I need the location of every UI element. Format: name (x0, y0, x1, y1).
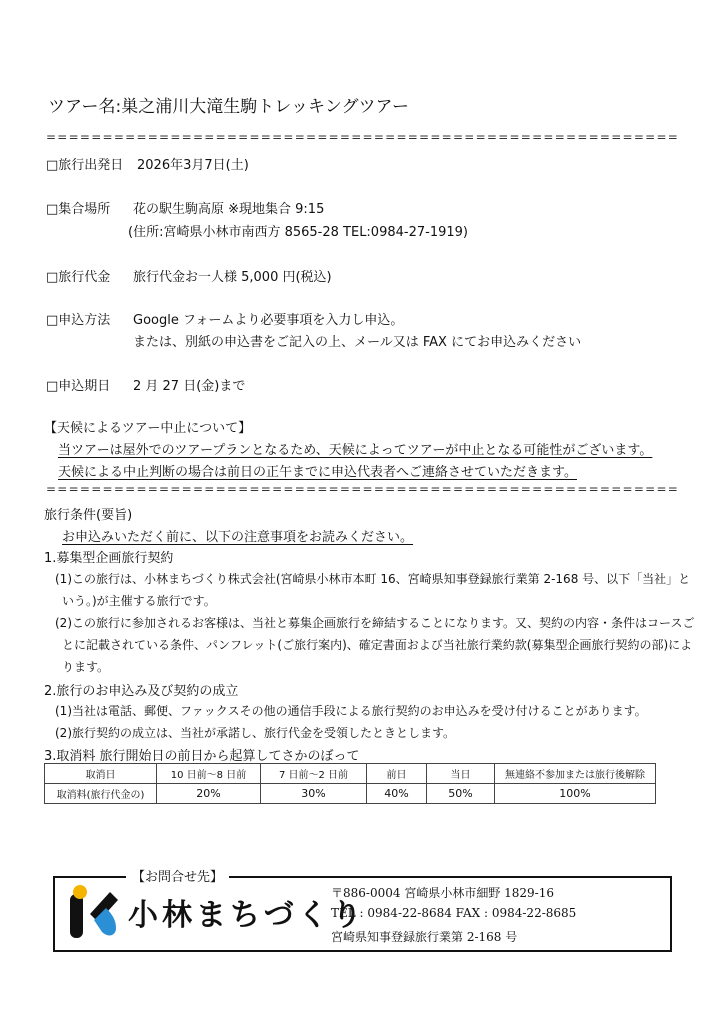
deadline-label: □申込期日 (46, 379, 111, 394)
price-value: 旅行代金お一人様 5,000 円(税込) (133, 270, 332, 285)
conditions-intro: お申込みいただく前に、以下の注意事項をお読みください。 (62, 530, 414, 545)
departure-date: 2026年3月7日(土) (137, 158, 249, 173)
departure-label: □旅行出発日 (46, 158, 124, 173)
section-1-para-1: (1)この旅行は、小林まちづくり株式会社(宮崎県小林市本町 16、宮崎県知事登録旅行業第 2-168 号、以下「当社」と (55, 572, 691, 586)
weather-heading: 【天候によるツアー中止について】 (44, 421, 252, 436)
fee-header-cell: 取消日 (45, 764, 157, 784)
fee-value-cell: 40% (367, 784, 427, 804)
conditions-heading: 旅行条件(要旨) (44, 508, 133, 523)
section-2-title: 2.旅行のお申込み及び契約の成立 (44, 684, 239, 699)
section-3-title: 3.取消料 旅行開始日の前日から起算してさかのぼって (44, 749, 360, 764)
tour-title: ツアー名:巣之浦川大滝生駒トレッキングツアー (48, 97, 410, 117)
meeting-label: □集合場所 (46, 202, 111, 217)
apply-line-2: または、別紙の申込書をご記入の上、メール又は FAX にてお申込みください (133, 335, 582, 350)
fee-value-cell: 30% (261, 784, 367, 804)
fee-header-cell: 当日 (427, 764, 495, 784)
apply-label: □申込方法 (46, 313, 111, 328)
company-logo-text: 小林まちづくり (128, 898, 366, 933)
separator-bottom: ======================================================== (46, 482, 680, 496)
contact-registration: 宮崎県知事登録旅行業第 2-168 号 (331, 930, 518, 944)
section-1-para-2: (2)この旅行に参加されるお客様は、当社と募集企画旅行を締結することになります。又、契約の内容・条件はコースご (55, 616, 695, 630)
section-2-para-1: (1)当社は電話、郵便、ファックスその他の通信手段による旅行契約のお申込みを受け付けることがあります。 (55, 704, 647, 718)
separator-top: ======================================================== (46, 130, 680, 144)
contact-phone-fax: TEL : 0984-22-8684 FAX : 0984-22-8685 (331, 906, 577, 920)
section-1-para-2-cont: とに記載されている条件、パンフレット(ご旅行案内)、確定書面および当社旅行業約款(募集型企画旅行契約の部)によ (62, 638, 693, 652)
apply-line-1: Google フォームより必要事項を入力し申込。 (133, 313, 404, 328)
weather-line-2: 天候による中止判断の場合は前日の正午までに申込代表者へご連絡させていただきます。 (58, 465, 577, 480)
fee-value-cell: 20% (157, 784, 261, 804)
fee-table-value-row (45, 784, 656, 804)
contact-label: 【お問合せ先】 (126, 866, 229, 885)
meeting-address: (住所:宮崎県小林市南西方 8565-28 TEL:0984-27-1919) (128, 225, 468, 240)
section-2-para-2: (2)旅行契約の成立は、当社が承諾し、旅行代金を受領したときとします。 (55, 726, 456, 740)
fee-header-cell: 無連絡不参加または旅行後解除 (495, 764, 656, 784)
deadline-value: 2 月 27 日(金)まで (133, 379, 246, 394)
fee-header-cell: 10 日前～8 日前 (157, 764, 261, 784)
fee-value-cell: 取消料(旅行代金の) (45, 784, 157, 804)
section-1-para-2-end: ります。 (62, 660, 110, 674)
fee-table-header-row (45, 764, 656, 784)
contact-address: 〒886-0004 宮崎県小林市細野 1829-16 (331, 886, 554, 900)
fee-value-cell: 100% (495, 784, 656, 804)
section-1-para-1-cont: いう。)が主催する旅行です。 (62, 594, 216, 608)
cancellation-fee-table (44, 763, 656, 804)
company-logo-icon (64, 884, 128, 942)
section-1-title: 1.募集型企画旅行契約 (44, 551, 174, 566)
fee-header-cell: 7 日前～2 日前 (261, 764, 367, 784)
fee-header-cell: 前日 (367, 764, 427, 784)
meeting-place: 花の駅生駒高原 ※現地集合 9:15 (133, 202, 325, 217)
fee-value-cell: 50% (427, 784, 495, 804)
weather-line-1: 当ツアーは屋外でのツアープランとなるため、天候によってツアーが中止となる可能性がございます。 (58, 443, 653, 458)
price-label: □旅行代金 (46, 270, 111, 285)
